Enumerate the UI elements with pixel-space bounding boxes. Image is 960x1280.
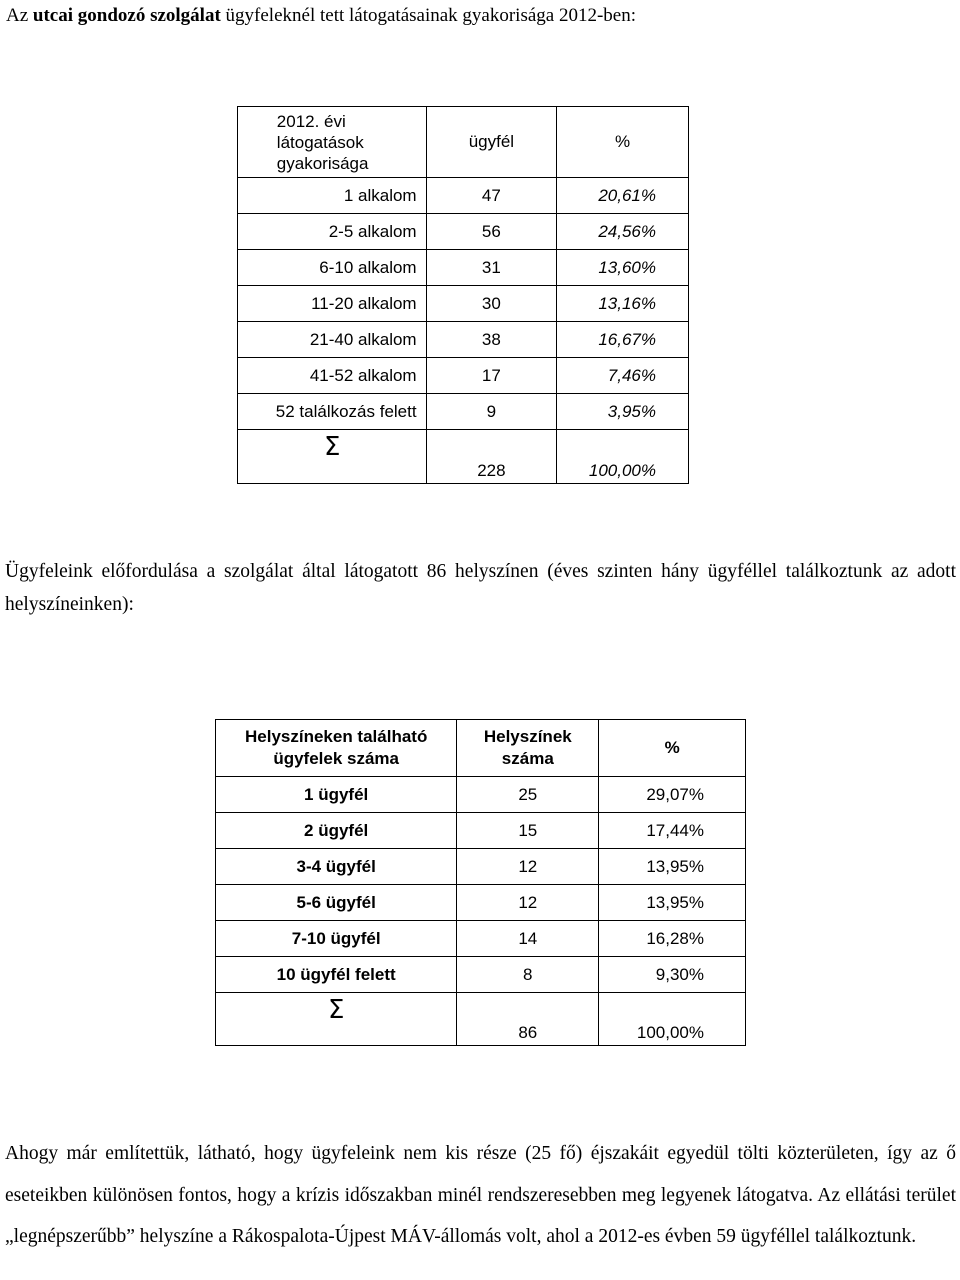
t2-row-count: 8 — [457, 957, 599, 993]
location-clients-table — [215, 719, 746, 1046]
t2-row-count: 12 — [457, 849, 599, 885]
t2-sum-percent: 100,00% — [599, 993, 746, 1046]
t1-row — [238, 322, 689, 358]
t2-row — [216, 921, 746, 957]
t2-row-count: 12 — [457, 885, 599, 921]
t1-header-percent: % — [557, 107, 689, 178]
t1-row-percent: 24,56% — [557, 214, 689, 250]
t2-row-percent: 17,44% — [599, 813, 746, 849]
t1-row-label: 11-20 alkalom — [238, 286, 427, 322]
t1-sum-row — [238, 430, 689, 484]
sigma-symbol: Σ — [324, 432, 341, 462]
t2-row-label: 7-10 ügyfél — [216, 921, 457, 957]
t2-sum-count: 86 — [457, 993, 599, 1046]
visit-frequency-table — [237, 106, 689, 484]
t1-row-label: 21-40 alkalom — [238, 322, 427, 358]
t1-row-percent: 13,16% — [557, 286, 689, 322]
t2-header-clients: Helyszíneken található ügyfelek száma — [216, 720, 457, 777]
t2-row — [216, 777, 746, 813]
heading-bold: utcai gondozó szolgálat — [32, 5, 221, 26]
t1-header-frequency: 2012. évi látogatások gyakorisága — [238, 107, 427, 178]
t2-row-label: 2 ügyfél — [216, 813, 457, 849]
t1-row-percent: 7,46% — [557, 358, 689, 394]
t2-sum-label — [216, 993, 457, 1046]
t2-row-count: 15 — [457, 813, 599, 849]
t1-row-label: 2-5 alkalom — [238, 214, 427, 250]
t1-row — [238, 286, 689, 322]
t1-row — [238, 214, 689, 250]
t1-row-percent: 20,61% — [557, 178, 689, 214]
paragraph-locations-intro: Ügyfeleink előfordulása a szolgálat által látogatott 86 helyszínen (éves szinten hány ügyféllel találkoztunk az adott helyszíneinken): — [5, 561, 956, 615]
t1-row-percent: 3,95% — [557, 394, 689, 430]
t1-row-percent: 16,67% — [557, 322, 689, 358]
t1-row-label: 41-52 alkalom — [238, 358, 427, 394]
t2-row — [216, 849, 746, 885]
t1-row — [238, 250, 689, 286]
t2-sum-row — [216, 993, 746, 1046]
t2-header-percent: % — [599, 720, 746, 777]
t2-row-percent: 13,95% — [599, 849, 746, 885]
t1-row-percent: 13,60% — [557, 250, 689, 286]
paragraph-conclusion: Ahogy már említettük, látható, hogy ügyfeleink nem kis része (25 fő) éjszakáit egyedül tölti közterületen, így az ő eseteikben különösen fontos, hogy a krízis időszakban minél rendszeresebben meg legyenek látogatva. Az ellátási terület „legnépszerűbb” helyszíne a Rákospalota-Újpest MÁV-állomás volt, ahol a 2012-es évben 59 ügyféllel találkoztunk. — [5, 1143, 956, 1247]
t1-row-label: 1 alkalom — [238, 178, 427, 214]
t2-row-count: 25 — [457, 777, 599, 813]
t2-row-percent: 16,28% — [599, 921, 746, 957]
t2-row-percent: 9,30% — [599, 957, 746, 993]
t1-row-count: 30 — [426, 286, 557, 322]
t2-row-label: 5-6 ügyfél — [216, 885, 457, 921]
sigma-symbol: Σ — [328, 995, 345, 1025]
t1-sum-label — [238, 430, 427, 484]
heading-prefix: Az — [6, 5, 29, 26]
t1-row-count: 9 — [426, 394, 557, 430]
t1-row-label: 6-10 alkalom — [238, 250, 427, 286]
t1-sum-count: 228 — [426, 430, 557, 484]
t2-row-percent: 13,95% — [599, 885, 746, 921]
t1-row-label: 52 találkozás felett — [238, 394, 427, 430]
t2-row — [216, 813, 746, 849]
section-heading — [6, 4, 636, 28]
t2-header-locations: Helyszínek száma — [457, 720, 599, 777]
t2-row-label: 1 ügyfél — [216, 777, 457, 813]
t1-row-count: 38 — [426, 322, 557, 358]
t1-row-count: 17 — [426, 358, 557, 394]
t2-row-label: 10 ügyfél felett — [216, 957, 457, 993]
t1-sum-percent: 100,00% — [557, 430, 689, 484]
t1-row-count: 31 — [426, 250, 557, 286]
t2-row — [216, 885, 746, 921]
t1-row — [238, 394, 689, 430]
t2-row — [216, 957, 746, 993]
t2-row-percent: 29,07% — [599, 777, 746, 813]
t1-header-clients: ügyfél — [426, 107, 557, 178]
t1-row-count: 47 — [426, 178, 557, 214]
t2-row-count: 14 — [457, 921, 599, 957]
t2-row-label: 3-4 ügyfél — [216, 849, 457, 885]
t1-row — [238, 358, 689, 394]
t1-row — [238, 178, 689, 214]
heading-suffix: ügyfeleknél tett látogatásainak gyakorisága 2012-ben: — [225, 5, 637, 26]
t1-row-count: 56 — [426, 214, 557, 250]
